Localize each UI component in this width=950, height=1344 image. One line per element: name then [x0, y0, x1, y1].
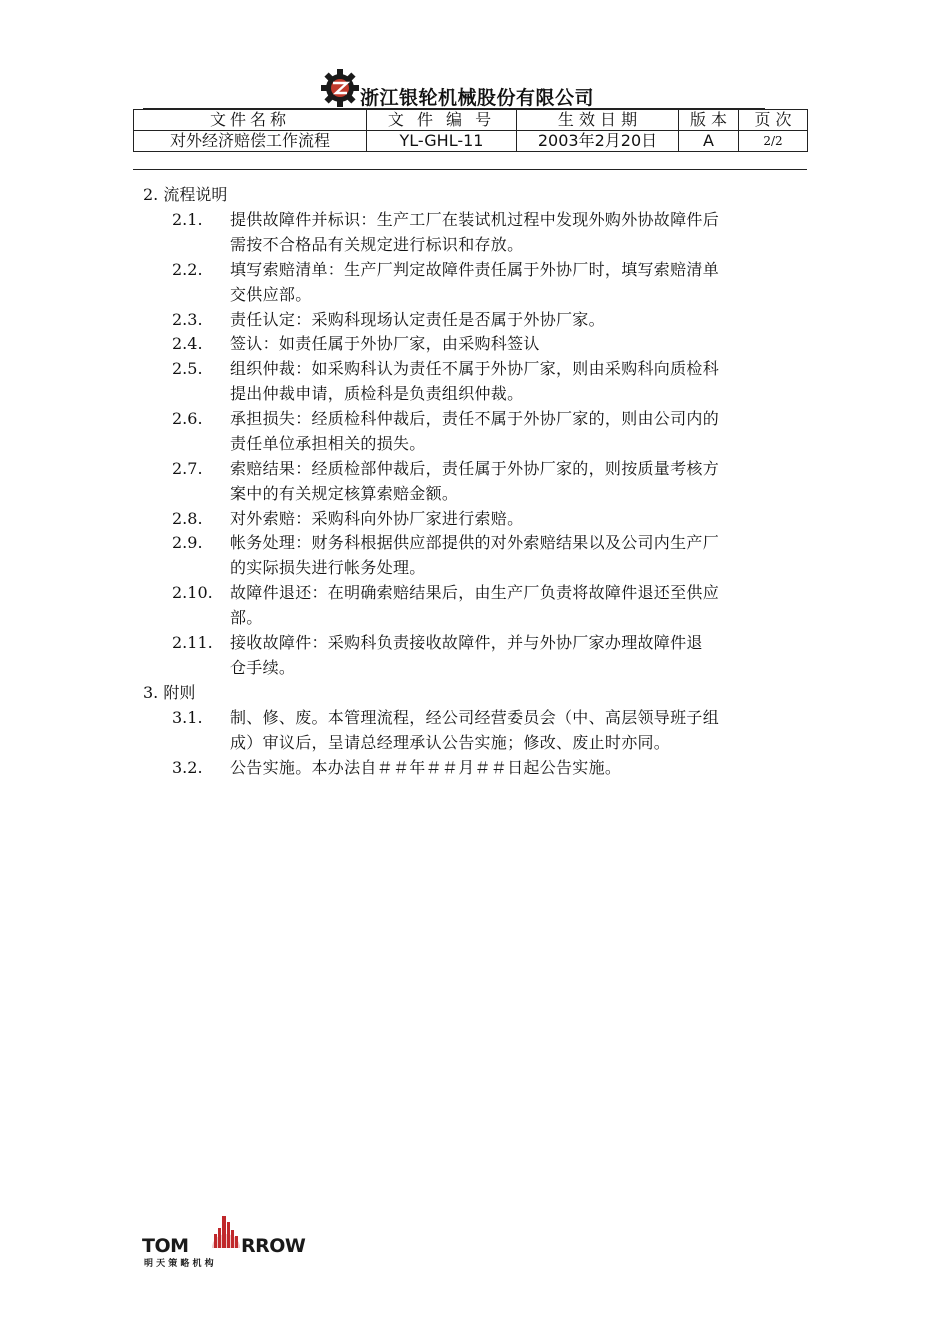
brand-chinese-name: 明 天 策 略 机 构 — [144, 1259, 214, 1269]
item-number: 3.1. — [172, 708, 203, 727]
label-version: 版 本 — [679, 110, 739, 131]
company-logo-icon — [320, 68, 360, 108]
section-title: 流程说明 — [163, 185, 228, 204]
skyline-icon — [212, 1216, 240, 1248]
section-number: 2. — [143, 185, 159, 204]
item-number: 2.8. — [172, 509, 203, 528]
item-number: 2.9. — [172, 533, 203, 552]
brand-wordmark-left: TOM — [142, 1235, 189, 1257]
item-line: 组织仲裁：如采购科认为责任不属于外协厂家，则由采购科向质检科 — [230, 359, 720, 378]
item-line: 案中的有关规定核算索赔金额。 — [230, 484, 459, 503]
item-line: 仓手续。 — [230, 658, 296, 677]
item-line: 接收故障件：采购科负责接收故障件，并与外协厂家办理故障件退 — [230, 633, 703, 652]
label-page: 页 次 — [739, 110, 808, 131]
item-line: 帐务处理：财务科根据供应部提供的对外索赔结果以及公司内生产厂 — [230, 533, 720, 552]
value-page: 2/2 — [739, 131, 808, 152]
item-line: 承担损失：经质检科仲裁后，责任不属于外协厂家的，则由公司内的 — [230, 409, 720, 428]
company-header — [320, 66, 594, 110]
item-line: 制、修、废。本管理流程，经公司经营委员会（中、高层领导班子组 — [230, 708, 720, 727]
item-number: 2.11. — [172, 633, 213, 652]
item-number: 2.4. — [172, 334, 203, 353]
item-number: 2.5. — [172, 359, 203, 378]
item-line: 交供应部。 — [230, 285, 312, 304]
section-3-heading — [143, 680, 195, 705]
item-number: 2.10. — [172, 583, 213, 602]
item-line: 填写索赔清单：生产厂判定故障件责任属于外协厂时，填写索赔清单 — [230, 260, 720, 279]
item-line: 故障件退还：在明确索赔结果后，由生产厂负责将故障件退还至供应 — [230, 583, 720, 602]
section-number: 3. — [143, 683, 159, 702]
item-line: 签认：如责任属于外协厂家，由采购科签认 — [230, 334, 540, 353]
item-line: 提出仲裁申请，质检科是负责组织仲裁。 — [230, 384, 524, 403]
value-doc-number: YL-GHL-11 — [367, 131, 517, 152]
item-line: 公告实施。本办法自＃＃年＃＃月＃＃日起公告实施。 — [230, 758, 622, 777]
item-line: 索赔结果：经质检部仲裁后，责任属于外协厂家的，则按质量考核方 — [230, 459, 720, 478]
label-doc-number: 文 件 编 号 — [367, 110, 517, 131]
brand-wordmark-right: RROW — [241, 1235, 306, 1257]
item-number: 2.3. — [172, 310, 203, 329]
label-doc-name: 文件名称 — [134, 110, 367, 131]
item-line: 需按不合格品有关规定进行标识和存放。 — [230, 235, 524, 254]
item-number: 2.2. — [172, 260, 203, 279]
item-number: 2.1. — [172, 210, 203, 229]
item-number: 2.6. — [172, 409, 203, 428]
label-effective-date: 生 效 日 期 — [517, 110, 679, 131]
doc-info-label-row — [134, 110, 808, 131]
value-effective-date: 2003年2月20日 — [517, 131, 679, 152]
footer-logo — [140, 1208, 310, 1270]
company-name: 浙江银轮机械股份有限公司 — [360, 86, 595, 109]
item-line: 部。 — [230, 608, 263, 627]
value-doc-name: 对外经济赔偿工作流程 — [134, 131, 367, 152]
document-info-table — [133, 109, 808, 152]
item-line: 对外索赔：采购科向外协厂家进行索赔。 — [230, 509, 524, 528]
value-version: A — [679, 131, 739, 152]
item-line: 的实际损失进行帐务处理。 — [230, 558, 426, 577]
item-number: 2.7. — [172, 459, 203, 478]
item-line: 提供故障件并标识：生产工厂在装试机过程中发现外购外协故障件后 — [230, 210, 720, 229]
section-title: 附则 — [163, 683, 196, 702]
section-2-heading — [143, 182, 227, 207]
item-line: 成）审议后，呈请总经理承认公告实施；修改、废止时亦同。 — [230, 733, 671, 752]
header-bottom-rule — [133, 169, 807, 170]
item-line: 责任认定：采购科现场认定责任是否属于外协厂家。 — [230, 310, 605, 329]
doc-info-value-row — [134, 131, 808, 152]
item-line: 责任单位承担相关的损失。 — [230, 434, 426, 453]
item-number: 3.2. — [172, 758, 203, 777]
